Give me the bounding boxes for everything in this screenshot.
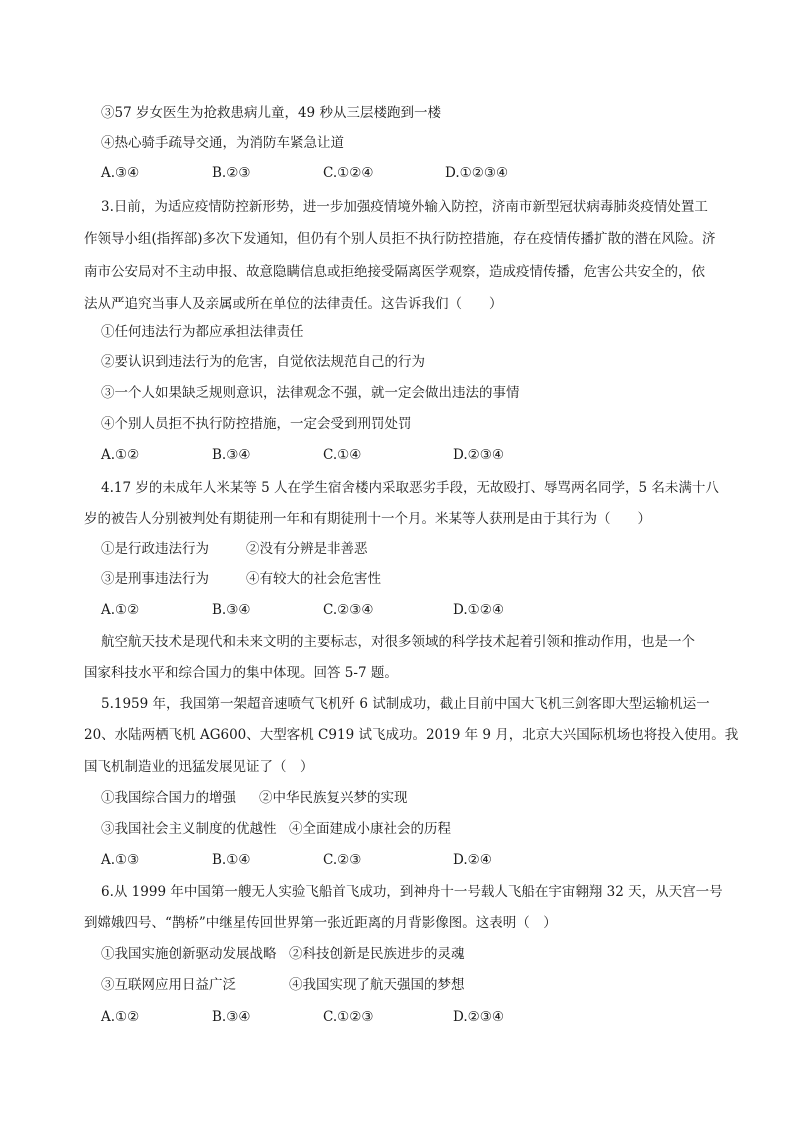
q2-option-b: B.②③ [212,165,251,181]
q5-option-a: A.①③ [101,852,140,868]
q2-option-a: A.③④ [101,165,140,181]
q3-item-2: ②要认识到违法行为的危害，自觉依法规范自己的行为 [101,354,425,370]
q3-option-a: A.①② [101,447,140,463]
q6-option-a: A.①② [101,1009,140,1025]
q4-item-4: ④有较大的社会危害性 [246,571,381,587]
q6-stem-line-2: 到嫦娥四号、“鹊桥”中继星传回世界第一张近距离的月背影像图。这表明（ ） [84,915,557,931]
q3-option-c: C.①④ [323,447,362,463]
q5-item-4: ④全面建成小康社会的历程 [289,821,451,837]
q6-option-b: B.③④ [212,1009,251,1025]
q3-stem-line-4: 法从严追究当事人及亲属或所在单位的法律责任。这告诉我们（ ） [84,296,503,312]
q5-option-b: B.①④ [212,852,251,868]
q5-stem-line-3: 国飞机制造业的迅猛发展见证了（ ） [84,759,314,775]
q6-item-4: ④我国实现了航天强国的梦想 [289,977,465,993]
q4-item-1: ①是行政违法行为 [101,541,209,557]
q2-item-4: ④热心骑手疏导交通，为消防车紧急让道 [101,135,344,151]
q4-option-d: D.①②④ [453,602,504,618]
intro-line-1: 航空航天技术是现代和未来文明的主要标志，对很多领域的科学技术起着引领和推动作用，也是一个 [101,634,695,650]
q4-option-c: C.②③④ [323,602,374,618]
q3-stem-line-2: 作领导小组(指挥部)多次下发通知，但仍有个别人员拒不执行防控措施，存在疫情传播扩散的潜在风险。济 [84,231,716,247]
q4-stem-line-2: 岁的被告人分别被判处有期徒刑一年和有期徒刑十一个月。米某等人获刑是由于其行为（ ） [84,511,651,527]
q4-option-a: A.①② [101,602,140,618]
q4-option-b: B.③④ [212,602,251,618]
q6-option-d: D.②③④ [453,1009,504,1025]
q5-stem-line-1: 5.1959 年，我国第一架超音速喷气飞机歼 6 试制成功，截止目前中国大飞机三剑客即大型运输机运一 [101,696,710,712]
q5-item-2: ②中华民族复兴梦的实现 [259,790,408,806]
q2-option-d: D.①②③④ [445,165,509,181]
q5-stem-line-2: 20、水陆两栖飞机 AG600、大型客机 C919 试飞成功。2019 年 9 月，北京大兴国际机场也将投入使用。我 [84,727,739,743]
q3-option-b: B.③④ [212,447,251,463]
q2-item-3: ③57 岁女医生为抢救患病儿童，49 秒从三层楼跑到一楼 [101,105,441,121]
q5-item-1: ①我国综合国力的增强 [101,790,236,806]
q2-option-c: C.①②④ [323,165,374,181]
q5-item-3: ③我国社会主义制度的优越性 [101,821,277,837]
q3-option-d: D.②③④ [453,447,504,463]
q6-item-2: ②科技创新是民族进步的灵魂 [289,946,465,962]
q5-option-c: C.②③ [323,852,362,868]
q3-item-3: ③一个人如果缺乏规则意识，法律观念不强，就一定会做出违法的事情 [101,385,520,401]
q6-item-1: ①我国实施创新驱动发展战略 [101,946,277,962]
q4-item-2: ②没有分辨是非善恶 [246,541,368,557]
q6-stem-line-1: 6.从 1999 年中国第一艘无人实验飞船首飞成功，到神舟十一号载人飞船在宇宙翱翔 32 天，从天宫一号 [101,884,723,900]
q3-stem-line-3: 南市公安局对不主动申报、故意隐瞒信息或拒绝接受隔离医学观察，造成疫情传播，危害公共安全的，依 [84,264,705,280]
q6-item-3: ③互联网应用日益广泛 [101,977,236,993]
q4-stem-line-1: 4.17 岁的未成年人米某等 5 人在学生宿舍楼内采取恶劣手段，无故殴打、辱骂两名同学，5 名未满十八 [101,480,719,496]
q3-item-4: ④个别人员拒不执行防控措施，一定会受到刑罚处罚 [101,416,412,432]
intro-line-2: 国家科技水平和综合国力的集中体现。回答 5-7 题。 [84,665,398,681]
q3-stem-line-1: 3.日前，为适应疫情防控新形势，进一步加强疫情境外输入防控，济南市新型冠状病毒肺炎疫情处置工 [101,199,708,215]
q5-option-d: D.②④ [453,852,492,868]
q4-item-3: ③是刑事违法行为 [101,571,209,587]
q6-option-c: C.①②③ [323,1009,374,1025]
q3-item-1: ①任何违法行为都应承担法律责任 [101,324,304,340]
